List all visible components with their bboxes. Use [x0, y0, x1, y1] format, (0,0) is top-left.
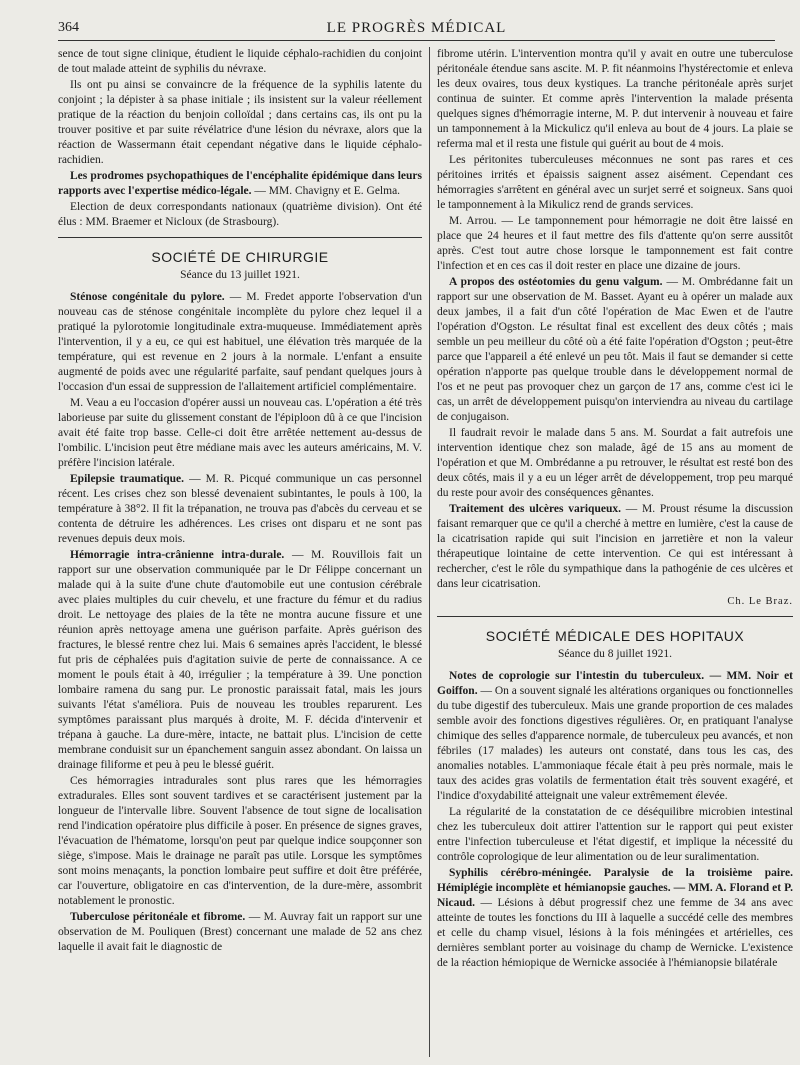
article-prodromes	[58, 169, 422, 199]
paragraph: sence de tout signe clinique, étudient le liquide céphalo-rachidien du conjoint de tout malade atteint de syphilis du névraxe.	[58, 48, 422, 75]
article-genu-valgum	[437, 275, 793, 425]
section-date: Séance du 8 juillet 1921.	[557, 648, 673, 660]
article-text: — M. Ombrédanne fait un rapport sur une observation de M. Basset. Ayant eu à opérer un malade aux deux jambes, il a fait d'un côté l'opération de Mac Ewen et de l'autre l'opération d'Ogston. Le résultat final est excellent des deux côtés ; mais semble un peu meilleur du côté où a été faite l'opération d'Ogston ; peut-être parce que l'appareil a été enlevé un peu tôt. Mais il faut se demander si cette opération n'apporte pas quelque trouble dans le développement normal de l'os et ne peut pas provoquer chez un garçon de 17 ans, comme c'est ici le cas, un arrêt de développement puisqu'on interviendra au niveau du cartilage de conjugaison.	[437, 276, 793, 423]
article-tuberculose	[58, 910, 422, 955]
article-text: — M. Fredet apporte l'observation d'un nouveau cas de sténose congénitale incomplète du pylore chez lequel il a pratiqué la pylorotomie longitudinale extra-muqueuse. Immédiatement après l'intervention, il y a eu, ce qui est habituel, une élévation très marquée de la température, qui est revenue en 2 jours à la normale. L'enfant a ensuite augmenté de poids avec une régularité parfaite, sauf pendant quelques jours à l'occasion d'un essai de suppression de l'allaitement artificiel complémentaire.	[58, 291, 422, 393]
right-column	[437, 47, 793, 1059]
article-title: Sténose congénitale du pylore.	[70, 291, 225, 303]
article-authors: — MM. Noir et Goiffon.	[437, 670, 793, 697]
section-title: SOCIÉTÉ MÉDICALE DES HOPITAUX	[485, 628, 745, 644]
article-title: A propos des ostéotomies du genu valgum.	[449, 276, 663, 288]
section-rule	[58, 237, 422, 238]
article-text: — M. Auvray fait un rapport sur une observation de M. Pouliquen (Brest) concernant une malade de 52 ans chez laquelle il avait fait le diagnostic de	[58, 911, 422, 953]
signature: Ch. Le Braz.	[727, 596, 793, 607]
section-rule	[437, 616, 793, 617]
article-title: Tuberculose péritonéale et fibrome.	[70, 911, 246, 923]
section-title: SOCIÉTÉ DE CHIRURGIE	[151, 249, 329, 265]
paragraph: Ils ont pu ainsi se convaincre de la fréquence de la syphilis latente du conjoint ; la dépister à sa phase initiale ; ils insistent sur la valeur réellement pratique de la réaction du benjoin colloïdal ; dans certains cas, ils ont pu la trouver positive et par suite révélatrice d'une lésion du névraxe, alors que la réaction de Wassermann était cependant négative dans le liquide céphalo-rachidien.	[58, 79, 422, 166]
column-divider	[429, 47, 430, 1057]
paragraph: fibrome utérin. L'intervention montra qu'il y avait en outre une tuberculose péritonéale étendue sans ascite. M. P. fit néanmoins l'hystérectomie et enleva les deux ovaires, tous deux kystiques. La tranche péritonéale après surjet continua de suinter. Et comme après l'intervention la malade présenta quelques signes d'hémorragie interne, M. P. dut intervenir à nouveau et faire un tamponnement à la Mickulicz qu'il enleva au bout de 4 jours. La plaie se referma mal et il resta une fistule qui guérit au bout de 4 mois.	[437, 48, 793, 150]
paragraph: Il faudrait revoir le malade dans 5 ans. M. Sourdat a fait autrefois une intervention identique chez son malade, âgé de 15 ans au moment de l'opération et que M. Ombrédanne a pu retrouver, le résultat est resté bon des deux côtés, mais il y a eu un léger arrêt de développement, trop peu marqué du reste pour avoir des conséquences gênantes.	[437, 427, 793, 499]
article-title: Notes de coprologie sur l'intestin du tuberculeux.	[449, 670, 705, 682]
left-column	[58, 47, 422, 1059]
article-stenose	[58, 290, 422, 395]
paragraph: La régularité de la constatation de ce déséquilibre microbien intestinal chez les tuberculeux doit attirer l'attention sur le rapport qui peut exister entre l'infection tuberculeuse et l'état digestif, et implique la nécessité du contrôle coprologique de leur alimentation ou de leur suralimentation.	[437, 806, 793, 863]
article-title: Traitement des ulcères variqueux.	[449, 503, 621, 515]
article-title: Les prodromes psychopathiques de l'encéphalite épidémique dans leurs rapports avec l'expertise médico-légale.	[58, 170, 422, 197]
article-title: Syphilis cérébro-méningée. Paralysie de la troisième paire. Hémiplégie incomplète et hémianopsie gauches.	[437, 867, 793, 894]
section-date: Séance du 13 juillet 1921.	[180, 269, 300, 281]
article-authors: — MM. A. Florand et P. Nicaud.	[437, 882, 793, 909]
paragraph: Election de deux correspondants nationaux (quatrième division). Ont été élus : MM. Braemer et Nicloux (de Strasbourg).	[58, 201, 422, 228]
article-text: — Lésions à début progressif chez une femme de 34 ans avec atteinte de toutes les fonctions du III à laquelle a succédé celle des membres et celle du champ visuel, lésions à la fois méningées et artérielles, ces dernières semblant porter au voisinage du champ de Wernicke. L'existence de la réaction hémiopique de Wernicke associée à l'hémianopsie bilatérale	[437, 897, 793, 969]
article-text: — M. Rouvillois fait un rapport sur une observation communiquée par le Dr Félippe concernant un malade qui à la suite d'une chute d'automobile eut une contusion cérébrale avec plaies multiples du cuir chevelu, et une fracture du fémur et du radius droit. Le nettoyage des plaies de la tête ne montra aucune fissure et une réunion après nettoyage amena une guérison parfaite. Après guérison des fractures, le blessé rentre chez lui. Mais 6 semaines après l'accident, le blessé fut pris de céphalées puis d'agitation suivie de perte de connaissance. A ce moment le pouls était à 40, irrégulier ; la température à 39. Une ponction lombaire ramena du sang pur. Le pronostic paraissait fatal, mais les jours suivants l'état s'améliora. Puis de nouveau les troubles reparurent. Les symptômes paraissant plus marqués à droite, M. F. décida d'intervenir et trépana à gauche. La dure-mère, intacte, ne battait plus. L'incision de cette membrane conduisit sur un épanchement sanguin assez abondant. On laissa un drainage filiforme et peu à peu le blessé guérit.	[58, 549, 422, 771]
article-text: — M. R. Picqué communique un cas personnel récent. Les crises chez son blessé devenaient subintantes, le pouls à 100, la température à 38°2. Il fit la trépanation, ne trouva pas d'abcès du cerveau et se contenta de détruire les adhérences. Les crises ont disparu et ne sont pas revenues depuis deux mois.	[58, 473, 422, 545]
article-syphilis	[437, 866, 793, 971]
paragraph: Ces hémorragies intradurales sont plus rares que les hémorragies extradurales. Elles sont souvent tardives et se caractérisent justement par la longueur de l'intervalle libre. Souvent l'absence de tout signe de localisation rend l'indication opératoire plus difficile à poser. En présence de signes graves, l'évacuation de l'hématome, lorsqu'on peut par quelque indice soupçonner son siège, s'impose. Mais le drainage ne paraît pas utile. Lorsque les symptômes sont moins menaçants, la ponction lombaire peut suffire et doit être préférée, car l'ouverture, obligatoire en cas d'intervention, de la dure-mère, assombrit notablement le pronostic.	[58, 775, 422, 907]
running-title: LE PROGRÈS MÉDICAL	[326, 20, 507, 36]
article-text: — M. Proust résume la discussion faisant remarquer que ce qu'il a cherché à mettre en lumière, c'est la cause de la cicatrisation rapide qui suit l'incision en jarretière et non la valeur thérapeutique lointaine de cette intervention. Ce qui est intéressant à rechercher, c'est le rôle du sympathique dans la pathogénie de ces ulcères et dans leur cicatrisation.	[437, 503, 793, 590]
page-number: 364	[58, 20, 79, 35]
article-epilepsie	[58, 472, 422, 547]
paragraph: M. Arrou. — Le tamponnement pour hémorragie ne doit être laissé en place que 24 heures et il faut mettre des fils d'attente qu'on serre aussitôt après. C'est tout autre chose lorsque le tamponnement est fait contre l'infection et en ces cas il doit rester en place une dizaine de jours.	[437, 215, 793, 272]
header-rule	[58, 40, 775, 41]
article-ulceres	[437, 502, 793, 592]
article-title: Hémorragie intra-crânienne intra-durale.	[70, 549, 285, 561]
article-coprologie	[437, 669, 793, 804]
page-header	[58, 18, 775, 40]
article-authors: — MM. Chavigny et E. Gelma.	[254, 185, 401, 197]
article-text: — On a souvent signalé les altérations organiques ou fonctionnelles du tube digestif des tuberculeux. Mais une grande proportion de ces malades semble avoir des fonctions digestives régulières. Or, en pratiquant l'analyse chimique des selles d'apparence normale, de tuberculeux peu avancés, et non fébriles (17 malades) les auteurs ont constaté, dans tous les cas, des anomalies notables. L'ammoniaque fécale était à peu près normale, mais le taux des acides gras volatils de fermentation était très souvent exagéré, et l'indice d'oxydabilité atteignait une valeur extrêmement élevée.	[437, 685, 793, 802]
article-title: Epilepsie traumatique.	[70, 473, 185, 485]
article-hemorragie	[58, 548, 422, 773]
paragraph: Les péritonites tuberculeuses méconnues ne sont pas rares et ces péritoines irrités et épaissis saignent assez aisément. Cependant ces hémorragies s'arrêtent en général avec un surjet serré et soigneux. Sans quoi le tamponnement à la Mikulicz rend de grands services.	[437, 154, 793, 211]
paragraph: M. Veau a eu l'occasion d'opérer aussi un nouveau cas. L'opération a été très laborieuse par suite du glissement constant de l'épiploon dû à ce que l'incision avait été faite trop basse. Celle-ci doit être arrêtée nettement au-dessus de l'ombilic. L'incision peut être médiane mais avec les auteurs américains, M. V. préfère l'incision latérale.	[58, 397, 422, 469]
